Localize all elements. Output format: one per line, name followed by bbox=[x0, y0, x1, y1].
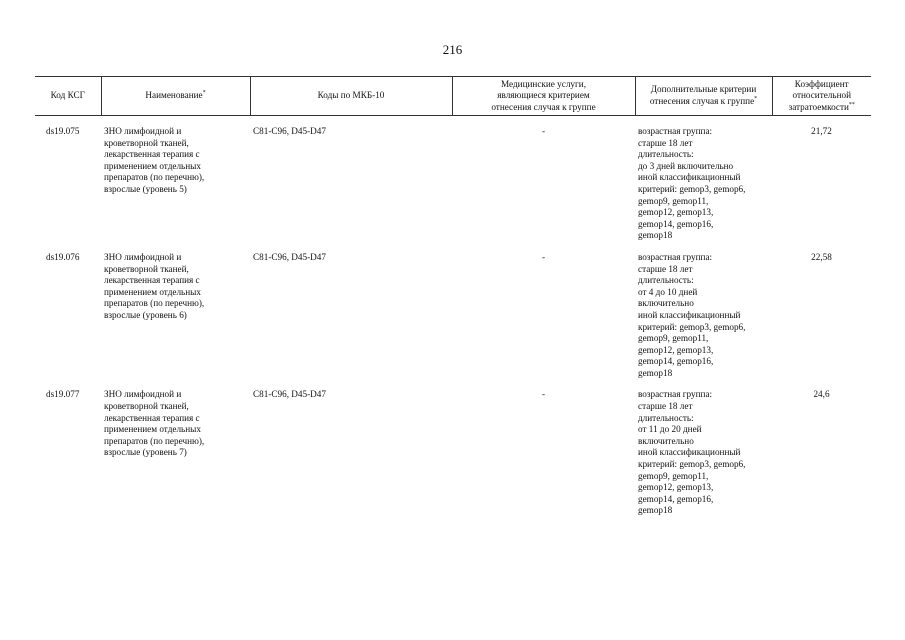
ksg-name-cell-line: ЗНО лимфоидной и bbox=[104, 389, 182, 400]
criteria-cell bbox=[635, 379, 772, 517]
page-number: 216 bbox=[442, 42, 463, 57]
services-cell: - bbox=[541, 389, 546, 400]
ksg-name-cell-line: препаратов (по перечню), bbox=[104, 435, 205, 446]
header-mkb: Коды по МКБ-10 bbox=[250, 77, 452, 116]
criteria-cell-line: старше 18 лет bbox=[638, 263, 693, 274]
mkb-codes-cell: C81-C96, D45-D47 bbox=[253, 251, 326, 262]
criteria-cell-line: gemop14, gemop16, bbox=[638, 356, 714, 367]
criteria-cell-line: критерий: gemop3, gemop6, bbox=[638, 321, 746, 332]
ksg-name-cell-line: применением отдельных bbox=[104, 424, 201, 435]
criteria-cell-line: старше 18 лет bbox=[638, 137, 693, 148]
coefficient-cell: 24,6 bbox=[813, 389, 830, 400]
criteria-cell-line: длительность: bbox=[638, 275, 694, 286]
criteria-cell-line: gemop12, gemop13, bbox=[638, 482, 714, 493]
criteria-cell-line: gemop18 bbox=[638, 367, 673, 378]
ksg-name-cell-line: лекарственная терапия с bbox=[104, 412, 200, 423]
coefficient-cell: 21,72 bbox=[811, 126, 832, 136]
header-criteria: Дополнительные критерии отнесения случая к группе* bbox=[635, 77, 772, 116]
mkb-codes-cell: C81-C96, D45-D47 bbox=[253, 126, 326, 136]
criteria-cell bbox=[635, 242, 772, 380]
criteria-cell-line: gemop9, gemop11, bbox=[638, 195, 709, 206]
criteria-cell-line: иной классификационный bbox=[638, 172, 741, 183]
criteria-cell-line: включительно bbox=[638, 298, 694, 309]
header-name-note: * bbox=[202, 90, 206, 97]
criteria-cell-line: gemop18 bbox=[638, 505, 673, 516]
ksg-name-cell-line: ЗНО лимфоидной и bbox=[104, 126, 182, 136]
services-cell: - bbox=[541, 126, 546, 136]
criteria-cell-line: возрастная группа: bbox=[638, 389, 713, 400]
ksg-name-cell-line: кроветворной тканей, bbox=[104, 401, 189, 412]
table-header-row bbox=[35, 77, 871, 116]
criteria-cell-line: критерий: gemop3, gemop6, bbox=[638, 459, 746, 470]
ksg-name-cell-line: применением отдельных bbox=[104, 286, 201, 297]
criteria-cell-line: критерий: gemop3, gemop6, bbox=[638, 183, 746, 194]
ksg-name-cell-line: применением отдельных bbox=[104, 160, 201, 171]
ksg-name-cell-line: взрослые (уровень 5) bbox=[104, 183, 187, 194]
ksg-code-cell: ds19.075 bbox=[46, 126, 80, 136]
table-row bbox=[35, 379, 871, 517]
ksg-name-cell-line: лекарственная терапия с bbox=[104, 149, 200, 160]
criteria-cell-line: возрастная группа: bbox=[638, 251, 713, 262]
ksg-code-cell: ds19.077 bbox=[46, 389, 80, 400]
criteria-cell-line: до 3 дней включительно bbox=[638, 160, 734, 171]
table-row bbox=[35, 242, 871, 380]
header-coef-note: ** bbox=[848, 101, 855, 108]
header-criteria-note: * bbox=[754, 95, 758, 102]
criteria-cell-line: от 4 до 10 дней bbox=[638, 286, 698, 297]
criteria-cell-line: иной классификационный bbox=[638, 309, 741, 320]
criteria-cell-line: gemop14, gemop16, bbox=[638, 218, 714, 229]
criteria-cell-line: старше 18 лет bbox=[638, 401, 693, 412]
ksg-name-cell-line: препаратов (по перечню), bbox=[104, 172, 205, 183]
ksg-name-cell-line: препаратов (по перечню), bbox=[104, 298, 205, 309]
header-code: Код КСГ bbox=[35, 77, 101, 116]
criteria-cell-line: gemop18 bbox=[638, 230, 673, 241]
header-coef: Коэффициент относительной затратоемкости** bbox=[772, 77, 871, 116]
mkb-codes-cell: C81-C96, D45-D47 bbox=[253, 389, 326, 400]
criteria-cell-line: возрастная группа: bbox=[638, 126, 713, 136]
ksg-name-cell-line: кроветворной тканей, bbox=[104, 263, 189, 274]
ksg-name-cell-line: ЗНО лимфоидной и bbox=[104, 251, 182, 262]
criteria-cell-line: длительность: bbox=[638, 412, 694, 423]
criteria-cell-line: gemop12, gemop13, bbox=[638, 207, 714, 218]
coefficient-cell: 22,58 bbox=[811, 251, 832, 262]
criteria-cell-line: gemop9, gemop11, bbox=[638, 470, 709, 481]
criteria-cell bbox=[635, 116, 772, 242]
criteria-cell-line: длительность: bbox=[638, 149, 694, 160]
ksg-name-cell-line: кроветворной тканей, bbox=[104, 137, 189, 148]
header-services: Медицинские услуги, являющиеся критерием отнесения случая к группе bbox=[452, 77, 635, 116]
ksg-table bbox=[35, 76, 871, 517]
criteria-cell-line: иной классификационный bbox=[638, 447, 741, 458]
criteria-cell-line: gemop9, gemop11, bbox=[638, 333, 709, 344]
criteria-cell-line: gemop14, gemop16, bbox=[638, 493, 714, 504]
ksg-name-cell-line: взрослые (уровень 6) bbox=[104, 309, 187, 320]
ksg-name-cell bbox=[101, 116, 250, 242]
ksg-name-cell-line: взрослые (уровень 7) bbox=[104, 447, 187, 458]
header-name: Наименование* bbox=[101, 77, 250, 116]
ksg-name-cell bbox=[101, 379, 250, 517]
criteria-cell-line: включительно bbox=[638, 435, 694, 446]
ksg-code-cell: ds19.076 bbox=[46, 251, 80, 262]
services-cell: - bbox=[541, 251, 546, 262]
ksg-name-cell bbox=[101, 242, 250, 380]
criteria-cell-line: gemop12, gemop13, bbox=[638, 344, 714, 355]
table-row bbox=[35, 116, 871, 242]
criteria-cell-line: от 11 до 20 дней bbox=[638, 424, 702, 435]
ksg-name-cell-line: лекарственная терапия с bbox=[104, 275, 200, 286]
